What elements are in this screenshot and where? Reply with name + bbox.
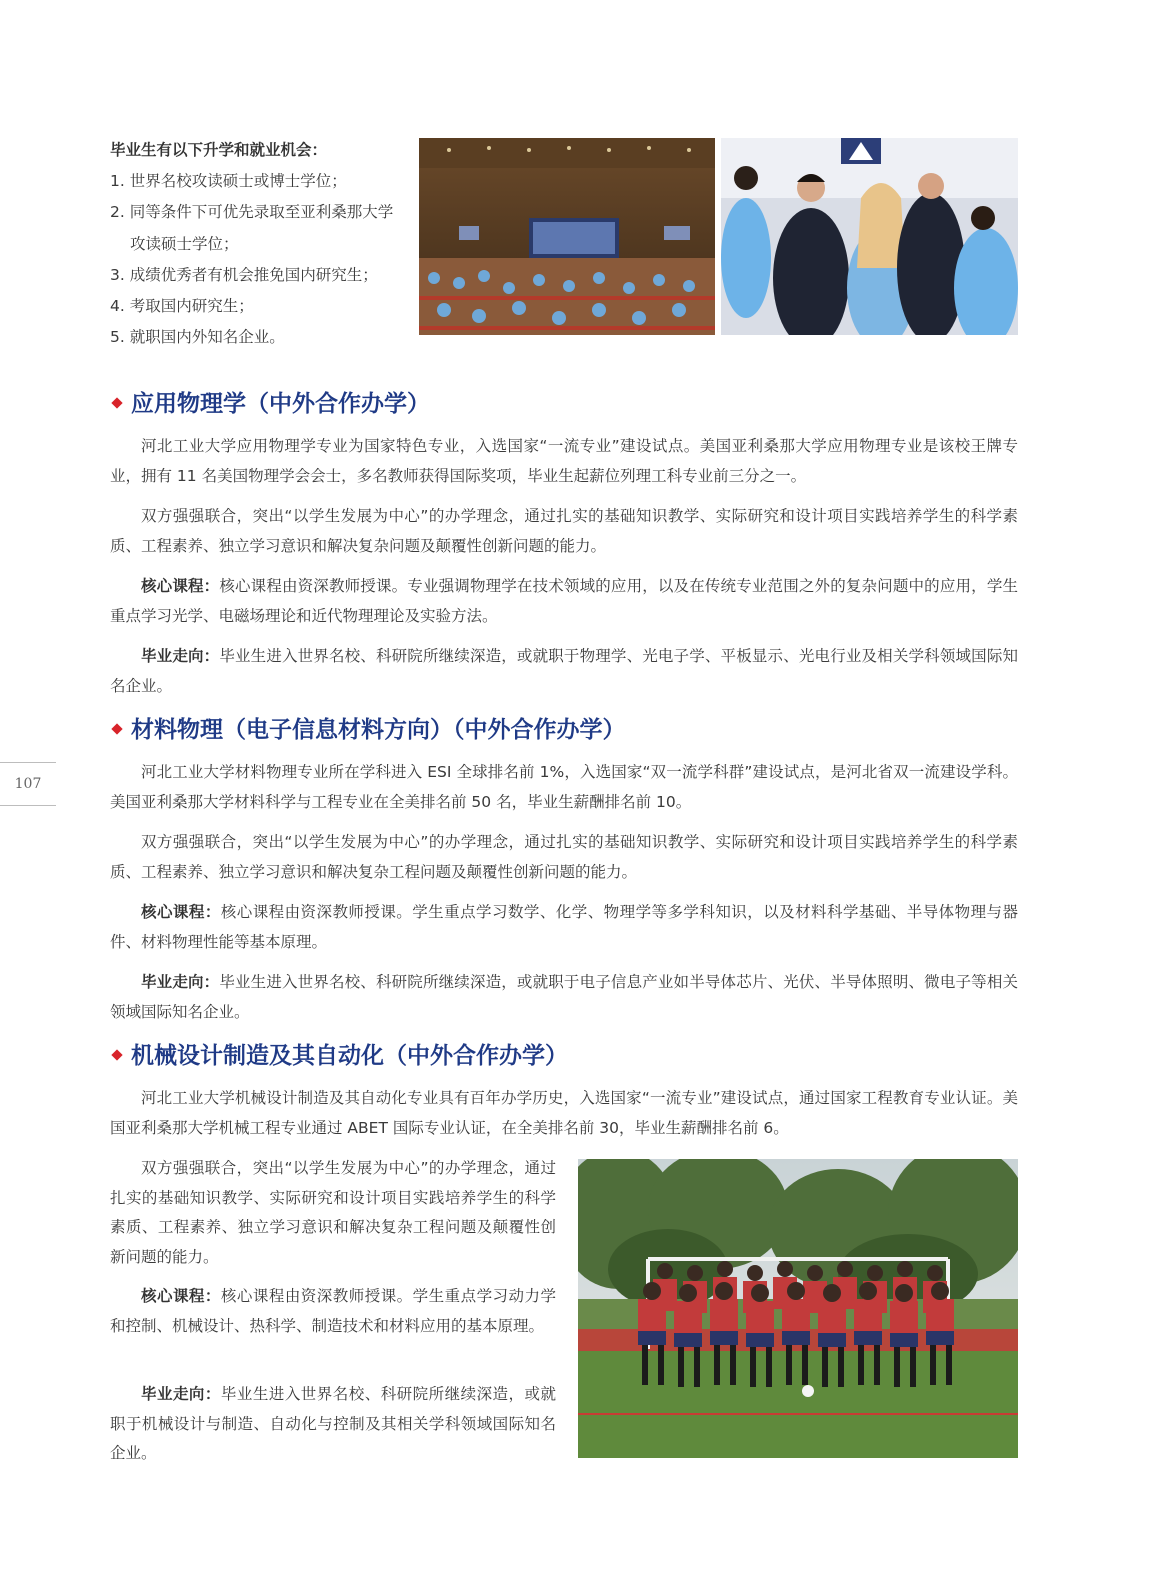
paragraph-label: 核心课程： [141, 1287, 221, 1305]
page-number: 107 [14, 776, 42, 792]
opportunity-item: 4. 考取国内研究生； [110, 297, 254, 316]
paragraph-label: 毕业走向： [141, 647, 220, 665]
paragraph-text: 双方强强联合，突出“以学生发展为中心”的办学理念，通过扎实的基础知识教学、实际研究和设计项目实践培养学生的科学素质、工程素养、独立学习意识和解决复杂工程问题及颠覆性创新问题的能力。 [110, 833, 1018, 881]
section-paragraph [110, 1084, 1018, 1143]
section-title: 材料物理（电子信息材料方向）（中外合作办学） [131, 717, 626, 743]
section-paragraph [110, 1282, 556, 1341]
paragraph-text: 毕业生进入世界名校、科研院所继续深造，或就职于物理学、光电子学、平板显示、光电行业及相关学科领域国际知名企业。 [110, 647, 1018, 695]
paragraph-text: 毕业生进入世界名校、科研院所继续深造，或就职于机械设计与制造、自动化与控制及其相关学科领域国际知名企业。 [110, 1385, 556, 1462]
paragraph-text: 毕业生进入世界名校、科研院所继续深造，或就职于电子信息产业如半导体芯片、光伏、半导体照明、微电子等相关领域国际知名企业。 [110, 973, 1018, 1021]
opportunity-item: 1. 世界名校攻读硕士或博士学位； [110, 172, 347, 191]
paragraph-text: 双方强强联合，突出“以学生发展为中心”的办学理念，通过扎实的基础知识教学、实际研究和设计项目实践培养学生的科学素质、工程素养、独立学习意识和解决复杂问题及颠覆性创新问题的能力。 [110, 507, 1018, 555]
paragraph-label: 毕业走向： [141, 1385, 221, 1403]
paragraph-label: 核心课程： [141, 903, 221, 921]
paragraph-text: 河北工业大学应用物理学专业为国家特色专业，入选国家“一流专业”建设试点。美国亚利桑那大学应用物理专业是该校王牌专业，拥有 11 名美国物理学会会士，多名教师获得国际奖项，毕业生起薪位列理工科专业前三分之一。 [110, 437, 1018, 485]
section-paragraph [110, 642, 1018, 701]
opportunity-item: 3. 成绩优秀者有机会推免国内研究生； [110, 265, 378, 284]
section-bullet-icon [111, 723, 122, 734]
paragraph-text: 河北工业大学材料物理专业所在学科进入 ESI 全球排名前 1%，入选国家“双一流学科群”建设试点，是河北省双一流建设学科。美国亚利桑那大学材料科学与工程专业在全美排名前 50 名，毕业生薪酬排名前 10。 [110, 763, 1018, 811]
section-title: 应用物理学（中外合作办学） [131, 391, 430, 417]
page-number-rule-bottom [0, 805, 56, 806]
section-paragraph [110, 572, 1018, 631]
section-heading-material-physics [110, 711, 626, 744]
opportunity-item: 2. 同等条件下可优先录取至亚利桑那大学 [110, 203, 394, 222]
paragraph-text: 核心课程由资深教师授课。学生重点学习动力学和控制、机械设计、热科学、制造技术和材料应用的基本原理。 [110, 1287, 556, 1335]
opportunity-item-continued: 攻读硕士学位； [130, 234, 239, 253]
section-heading-applied-physics [110, 385, 430, 418]
section-paragraph [110, 828, 1018, 887]
section-paragraph [110, 502, 1018, 561]
section-paragraph [110, 758, 1018, 817]
paragraph-text: 河北工业大学机械设计制造及其自动化专业具有百年办学历史，入选国家“一流专业”建设试点，通过国家工程教育专业认证。美国亚利桑那大学机械工程专业通过 ABET 国际专业认证，在全美排名前 30，毕业生薪酬排名前 6。 [110, 1089, 1018, 1137]
paragraph-text: 双方强强联合，突出“以学生发展为中心”的办学理念，通过扎实的基础知识教学、实际研究和设计项目实践培养学生的科学素质、工程素养、独立学习意识和解决复杂工程问题及颠覆性创新问题的能力。 [110, 1159, 556, 1266]
paragraph-label: 毕业走向： [141, 973, 220, 991]
ceremony-photo [721, 138, 1018, 335]
paragraph-text: 核心课程由资深教师授课。学生重点学习数学、化学、物理学等多学科知识，以及材料科学基础、半导体物理与器件、材料物理性能等基本原理。 [110, 903, 1018, 951]
opportunity-item: 5. 就职国内外知名企业。 [110, 328, 285, 347]
football-team-photo [578, 1159, 1018, 1458]
opportunities-block [110, 135, 410, 353]
section-paragraph [110, 1154, 556, 1272]
auditorium-photo [419, 138, 715, 335]
section-paragraph [110, 968, 1018, 1027]
paragraph-text: 核心课程由资深教师授课。专业强调物理学在技术领域的应用，以及在传统专业范围之外的复杂问题中的应用，学生重点学习光学、电磁场理论和近代物理理论及实验方法。 [110, 577, 1018, 625]
section-bullet-icon [111, 397, 122, 408]
section-paragraph [110, 1380, 556, 1469]
section-paragraph [110, 432, 1018, 491]
section-bullet-icon [111, 1049, 122, 1060]
section-title: 机械设计制造及其自动化（中外合作办学） [131, 1043, 568, 1069]
section-heading-mechanical-design [110, 1037, 568, 1070]
paragraph-label: 核心课程： [141, 577, 220, 595]
section-paragraph [110, 898, 1018, 957]
opportunities-intro: 毕业生有以下升学和就业机会： [110, 141, 328, 159]
page-number-marker [0, 762, 56, 806]
